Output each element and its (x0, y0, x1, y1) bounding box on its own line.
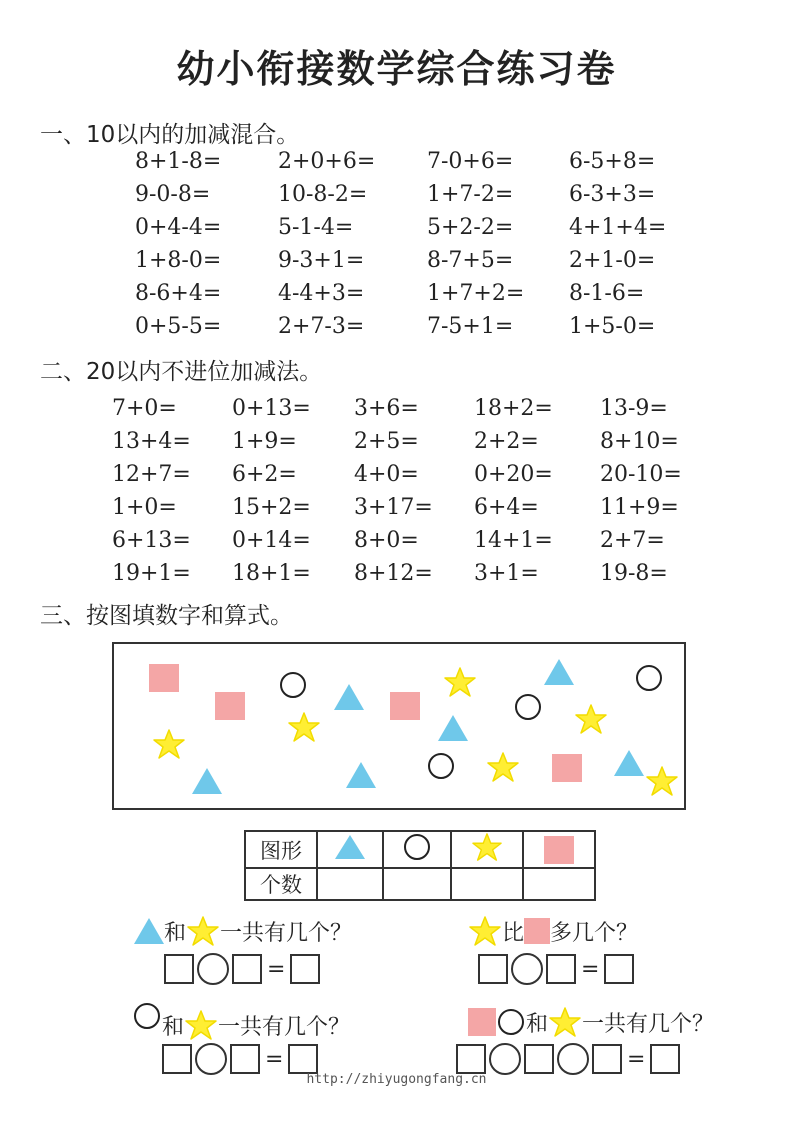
equation: 0+13= (232, 396, 311, 421)
question-4-and: 和 (526, 1012, 549, 1037)
equation: 0+20= (474, 462, 553, 487)
answer-box[interactable] (604, 954, 634, 984)
footer-url[interactable]: http://zhiyugongfang.cn (306, 1072, 487, 1087)
equation: 6+13= (112, 528, 191, 553)
answer-box[interactable] (524, 1044, 554, 1074)
circle-icon (132, 1002, 162, 1030)
equation: 1+5-0= (569, 314, 656, 339)
square-icon (468, 1008, 496, 1036)
equation: 1+8-0= (135, 248, 222, 273)
equation: 4+0= (354, 462, 419, 487)
star-icon (470, 832, 504, 862)
equation: 0+5-5= (135, 314, 222, 339)
square-icon (544, 836, 574, 864)
equals-sign: = (265, 1046, 284, 1072)
square-icon (552, 754, 582, 782)
tally-row-label-count: 个数 (245, 868, 317, 900)
square-icon (390, 692, 420, 720)
star-icon (548, 1006, 582, 1038)
equation: 19+1= (112, 561, 191, 586)
circle-icon (280, 672, 306, 698)
answer-box[interactable] (290, 954, 320, 984)
equation: 0+4-4= (135, 215, 222, 240)
circle-icon (636, 665, 662, 691)
equation: 9-0-8= (135, 182, 211, 207)
star-icon (443, 666, 477, 698)
circle-icon (515, 694, 541, 720)
question-3-text: 一共有几个？ (218, 1015, 351, 1040)
tally-square-count[interactable] (523, 868, 595, 900)
star-icon (152, 728, 186, 760)
answer-box[interactable] (478, 954, 508, 984)
equation: 15+2= (232, 495, 311, 520)
equation: 7+0= (112, 396, 177, 421)
star-icon (645, 765, 679, 797)
operator-circle[interactable] (195, 1043, 227, 1075)
equation: 9-3+1= (278, 248, 365, 273)
answer-1 (164, 953, 320, 985)
equation: 6+2= (232, 462, 297, 487)
equation: 8+10= (600, 429, 679, 454)
equation: 8+0= (354, 528, 419, 553)
triangle-icon (346, 762, 376, 788)
equation: 2+5= (354, 429, 419, 454)
equation: 8-6+4= (135, 281, 222, 306)
triangle-icon (334, 684, 364, 710)
equation: 1+7+2= (427, 281, 525, 306)
equation: 6-5+8= (569, 149, 656, 174)
equation: 6-3+3= (569, 182, 656, 207)
equation: 14+1= (474, 528, 553, 553)
section1-heading: 一、10以内的加减混合。 (40, 122, 300, 148)
question-1 (134, 915, 352, 947)
section3-heading: 三、按图填数字和算式。 (40, 603, 293, 629)
equation: 2+2= (474, 429, 539, 454)
circle-icon (428, 753, 454, 779)
triangle-icon (335, 835, 365, 859)
equation: 1+7-2= (427, 182, 514, 207)
question-4 (468, 1006, 714, 1038)
tally-row-label-shape: 图形 (245, 831, 317, 868)
equation: 4-4+3= (278, 281, 365, 306)
equation: 2+0+6= (278, 149, 376, 174)
star-icon (574, 703, 608, 735)
triangle-icon (614, 750, 644, 776)
equals-sign: = (627, 1046, 646, 1072)
circle-icon (402, 833, 432, 861)
triangle-icon (192, 768, 222, 794)
star-icon (468, 915, 502, 947)
square-icon (215, 692, 245, 720)
equation: 12+7= (112, 462, 191, 487)
equation: 8-7+5= (427, 248, 514, 273)
answer-box[interactable] (456, 1044, 486, 1074)
tally-circle-cell (383, 831, 451, 868)
equation: 0+14= (232, 528, 311, 553)
tally-table (244, 830, 596, 901)
tally-triangle-cell (317, 831, 383, 868)
equation: 13+4= (112, 429, 191, 454)
triangle-icon (134, 918, 164, 944)
star-icon (186, 915, 220, 947)
equation: 8+12= (354, 561, 433, 586)
triangle-icon (438, 715, 468, 741)
equation: 18+2= (474, 396, 553, 421)
equation: 13-9= (600, 396, 668, 421)
answer-box[interactable] (232, 954, 262, 984)
tally-square-cell (523, 831, 595, 868)
equation: 6+4= (474, 495, 539, 520)
equation: 1+9= (232, 429, 297, 454)
answer-4 (456, 1043, 680, 1075)
tally-star-cell (451, 831, 523, 868)
equation: 18+1= (232, 561, 311, 586)
page-title: 幼小衔接数学综合练习卷 (176, 47, 617, 91)
equals-sign: = (267, 956, 286, 982)
question-2 (468, 915, 638, 947)
equation: 3+1= (474, 561, 539, 586)
question-1-text: 一共有几个？ (220, 921, 353, 946)
answer-box[interactable] (162, 1044, 192, 1074)
question-2-text: 多几个？ (550, 921, 639, 946)
answer-box[interactable] (546, 954, 576, 984)
equation: 5-1-4= (278, 215, 354, 240)
star-icon (287, 711, 321, 743)
square-icon (524, 918, 550, 944)
equation: 3+6= (354, 396, 419, 421)
equation: 8-1-6= (569, 281, 645, 306)
answer-3 (162, 1043, 318, 1075)
shapes-picture-box (112, 642, 686, 810)
equation: 7-5+1= (427, 314, 514, 339)
section2-heading: 二、20以内不进位加减法。 (40, 359, 323, 385)
square-icon (149, 664, 179, 692)
triangle-icon (544, 659, 574, 685)
equals-sign: = (581, 956, 600, 982)
answer-box[interactable] (230, 1044, 260, 1074)
tally-triangle-count[interactable] (317, 868, 383, 900)
equation: 10-8-2= (278, 182, 368, 207)
equation: 2+7-3= (278, 314, 365, 339)
equation: 5+2-2= (427, 215, 514, 240)
operator-circle[interactable] (197, 953, 229, 985)
answer-box[interactable] (288, 1044, 318, 1074)
equation: 20-10= (600, 462, 682, 487)
equation: 7-0+6= (427, 149, 514, 174)
star-icon (486, 751, 520, 783)
star-icon (184, 1009, 218, 1041)
equation: 8+1-8= (135, 149, 222, 174)
tally-star-count[interactable] (451, 868, 523, 900)
operator-circle[interactable] (557, 1043, 589, 1075)
question-1-and: 和 (164, 921, 187, 946)
equation: 2+1-0= (569, 248, 656, 273)
circle-icon (496, 1008, 526, 1036)
equation: 19-8= (600, 561, 668, 586)
operator-circle[interactable] (511, 953, 543, 985)
answer-box[interactable] (164, 954, 194, 984)
equation: 2+7= (600, 528, 665, 553)
equation: 1+0= (112, 495, 177, 520)
answer-2 (478, 953, 634, 985)
tally-circle-count[interactable] (383, 868, 451, 900)
question-3-and: 和 (162, 1015, 185, 1040)
question-4-text: 一共有几个？ (582, 1012, 715, 1037)
operator-circle[interactable] (489, 1043, 521, 1075)
question-3 (132, 1002, 350, 1041)
equation: 3+17= (354, 495, 433, 520)
equation: 4+1+4= (569, 215, 667, 240)
answer-box[interactable] (592, 1044, 622, 1074)
question-2-compare: 比 (502, 921, 525, 946)
answer-box[interactable] (650, 1044, 680, 1074)
equation: 11+9= (600, 495, 679, 520)
